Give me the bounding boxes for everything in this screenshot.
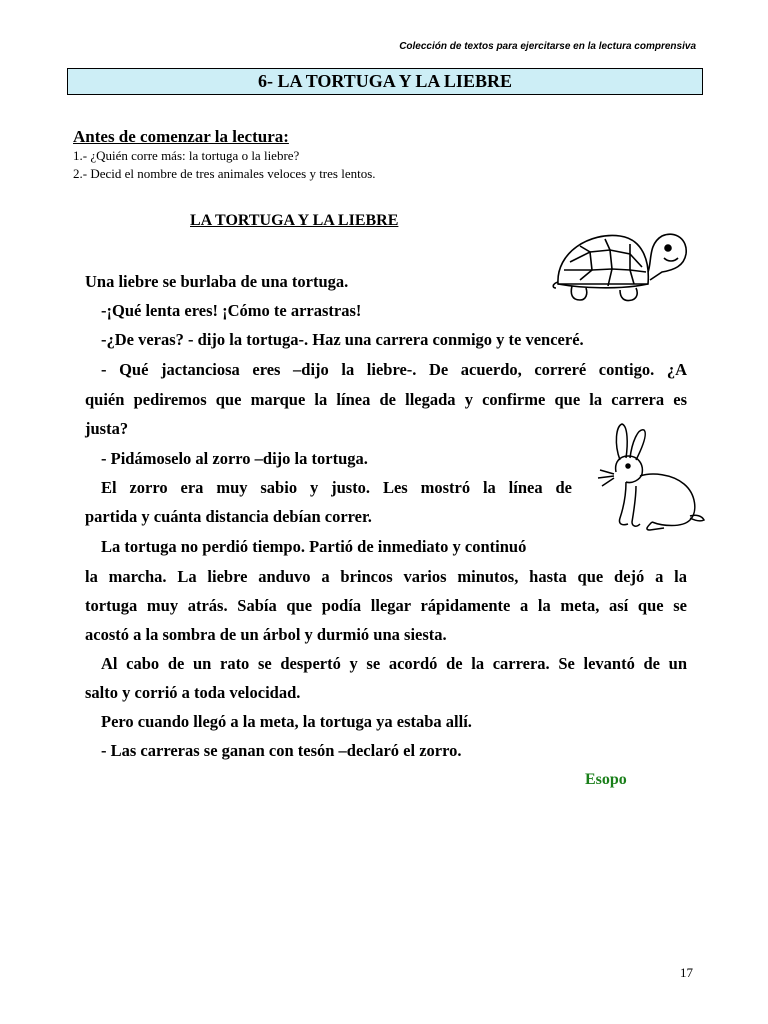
- story-line-8: El zorro era muy sabio y justo. Les mostró la línea de: [101, 478, 572, 497]
- turtle-icon: [550, 222, 690, 304]
- story-line-14: Al cabo de un rato se despertó y se acordó de la carrera. Se levantó de un: [101, 654, 687, 673]
- page-number: 17: [680, 965, 693, 980]
- story-author: Esopo: [585, 771, 627, 788]
- hare-icon: [592, 420, 710, 535]
- story-line-11: la marcha. La liebre anduvo a brincos varios minutos, hasta que dejó a la: [85, 567, 687, 586]
- story-line-4: - Qué jactanciosa eres –dijo la liebre-. De acuerdo, correré contigo. ¿A: [101, 360, 687, 379]
- story-line-6: justa?: [85, 419, 129, 438]
- story-line-12: tortuga muy atrás. Sabía que podía llegar rápidamente a la meta, así que se: [85, 596, 687, 615]
- story-line-10: La tortuga no perdió tiempo. Partió de inmediato y continuó: [101, 537, 527, 556]
- pre-reading-question-2: 2.- Decid el nombre de tres animales veloces y tres lentos.: [73, 166, 376, 181]
- story-line-16: Pero cuando llegó a la meta, la tortuga ya estaba allí.: [101, 712, 472, 731]
- pre-reading-question-1: 1.- ¿Quién corre más: la tortuga o la liebre?: [73, 148, 300, 163]
- story-line-15: salto y corrió a toda velocidad.: [85, 683, 301, 702]
- story-line-13: acostó a la sombra de un árbol y durmió una siesta.: [85, 625, 447, 644]
- story-line-7: - Pidámoselo al zorro –dijo la tortuga.: [101, 449, 368, 468]
- story-line-1: Una liebre se burlaba de una tortuga.: [85, 272, 349, 291]
- header-note: Colección de textos para ejercitarse en la lectura comprensiva: [399, 41, 696, 52]
- story-line-3: -¿De veras? - dijo la tortuga-. Haz una carrera conmigo y te venceré.: [101, 330, 584, 349]
- story-line-2: -¡Qué lenta eres! ¡Cómo te arrastras!: [101, 301, 362, 320]
- story-line-9: partida y cuánta distancia debían correr.: [85, 507, 372, 526]
- story-title: LA TORTUGA Y LA LIEBRE: [190, 212, 399, 229]
- story-line-17: - Las carreras se ganan con tesón –declaró el zorro.: [101, 741, 462, 760]
- page-title: 6- LA TORTUGA Y LA LIEBRE: [67, 68, 703, 95]
- story-line-5: quién pediremos que marque la línea de llegada y confirme que la carrera es: [85, 390, 687, 409]
- pre-reading-heading: Antes de comenzar la lectura:: [73, 127, 289, 146]
